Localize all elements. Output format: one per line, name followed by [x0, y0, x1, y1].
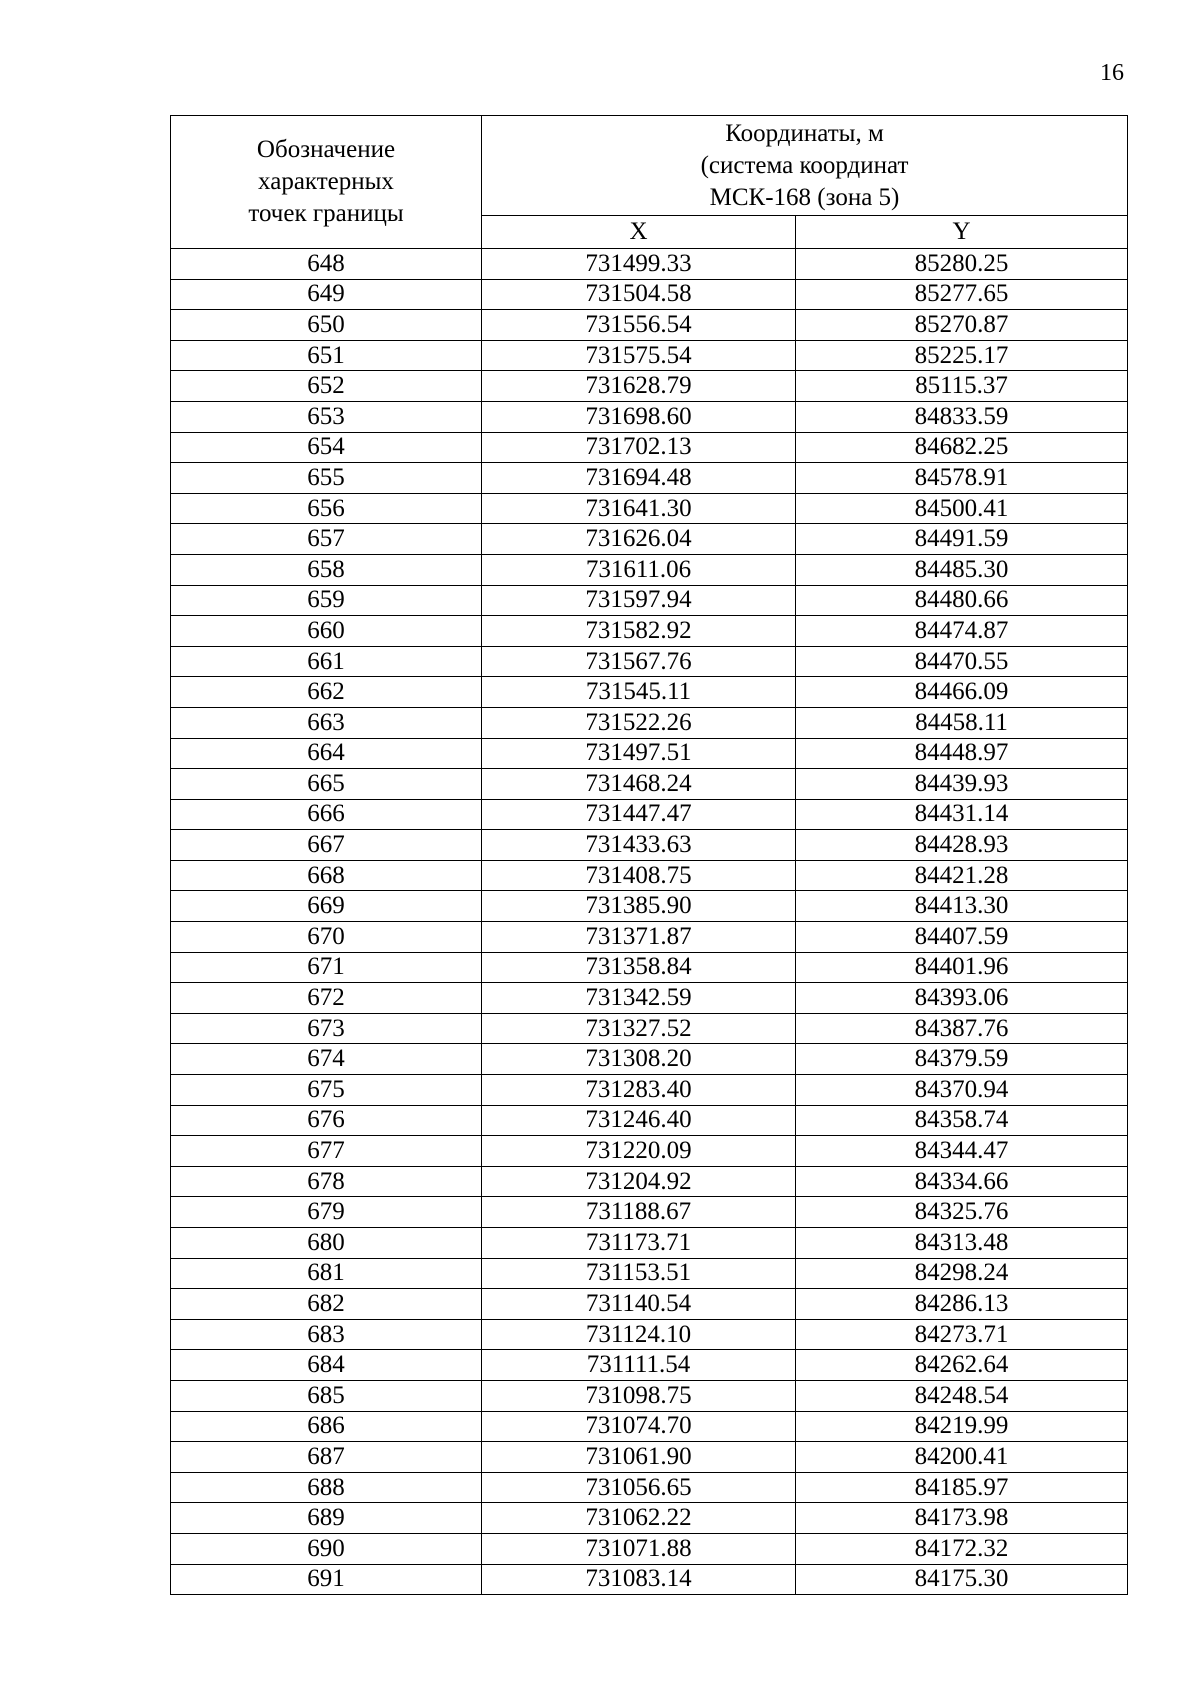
- x-coordinate-cell: 731056.65: [482, 1472, 796, 1503]
- table-row: [171, 1166, 1128, 1197]
- x-coordinate-cell: 731083.14: [482, 1564, 796, 1595]
- y-coordinate-cell: 84578.91: [796, 463, 1128, 494]
- point-id-cell: 672: [171, 983, 482, 1014]
- coordinates-table: [170, 115, 1128, 1595]
- point-id-cell: 661: [171, 646, 482, 677]
- table-header: [171, 116, 1128, 249]
- point-id-cell: 687: [171, 1442, 482, 1473]
- x-coordinate-cell: 731308.20: [482, 1044, 796, 1075]
- y-coordinate-cell: 84379.59: [796, 1044, 1128, 1075]
- y-coordinate-cell: 84401.96: [796, 952, 1128, 983]
- y-coordinate-cell: 85270.87: [796, 310, 1128, 341]
- point-id-cell: 681: [171, 1258, 482, 1289]
- point-id-cell: 649: [171, 279, 482, 310]
- point-id-cell: 685: [171, 1380, 482, 1411]
- point-id-cell: 658: [171, 554, 482, 585]
- x-coordinate-cell: 731504.58: [482, 279, 796, 310]
- table-row: [171, 1533, 1128, 1564]
- x-coordinate-cell: 731497.51: [482, 738, 796, 769]
- table-row: [171, 279, 1128, 310]
- table-row: [171, 1442, 1128, 1473]
- point-id-cell: 648: [171, 249, 482, 280]
- table-row: [171, 554, 1128, 585]
- y-coordinate-cell: 84421.28: [796, 860, 1128, 891]
- x-coordinate-cell: 731694.48: [482, 463, 796, 494]
- table-row: [171, 1258, 1128, 1289]
- x-coordinate-cell: 731582.92: [482, 616, 796, 647]
- header-points-designation: [171, 116, 482, 249]
- table-row: [171, 1075, 1128, 1106]
- table-row: [171, 249, 1128, 280]
- y-coordinate-cell: 84393.06: [796, 983, 1128, 1014]
- point-id-cell: 682: [171, 1289, 482, 1320]
- x-coordinate-cell: 731385.90: [482, 891, 796, 922]
- x-coordinate-cell: 731626.04: [482, 524, 796, 555]
- table-row: [171, 1380, 1128, 1411]
- y-coordinate-cell: 85225.17: [796, 340, 1128, 371]
- table-row: [171, 524, 1128, 555]
- y-coordinate-cell: 84485.30: [796, 554, 1128, 585]
- x-coordinate-cell: 731433.63: [482, 830, 796, 861]
- y-coordinate-cell: 84413.30: [796, 891, 1128, 922]
- x-coordinate-cell: 731342.59: [482, 983, 796, 1014]
- point-id-cell: 657: [171, 524, 482, 555]
- x-coordinate-cell: 731153.51: [482, 1258, 796, 1289]
- x-coordinate-cell: 731283.40: [482, 1075, 796, 1106]
- header-points-line-1: Обозначение: [256, 136, 396, 163]
- point-id-cell: 669: [171, 891, 482, 922]
- y-coordinate-cell: 84175.30: [796, 1564, 1128, 1595]
- point-id-cell: 659: [171, 585, 482, 616]
- point-id-cell: 660: [171, 616, 482, 647]
- x-coordinate-cell: 731522.26: [482, 707, 796, 738]
- y-coordinate-cell: 84173.98: [796, 1503, 1128, 1534]
- x-coordinate-cell: 731140.54: [482, 1289, 796, 1320]
- header-x: X: [482, 216, 796, 249]
- point-id-cell: 663: [171, 707, 482, 738]
- point-id-cell: 652: [171, 371, 482, 402]
- point-id-cell: 677: [171, 1136, 482, 1167]
- table-row: [171, 1228, 1128, 1259]
- table-row: [171, 1105, 1128, 1136]
- point-id-cell: 667: [171, 830, 482, 861]
- table-row: [171, 922, 1128, 953]
- x-coordinate-cell: 731062.22: [482, 1503, 796, 1534]
- header-coords-line-3: МСК-168 (зона 5): [709, 183, 900, 211]
- y-coordinate-cell: 84358.74: [796, 1105, 1128, 1136]
- header-y: Y: [796, 216, 1128, 249]
- table-row: [171, 830, 1128, 861]
- y-coordinate-cell: 85115.37: [796, 371, 1128, 402]
- point-id-cell: 650: [171, 310, 482, 341]
- point-id-cell: 674: [171, 1044, 482, 1075]
- point-id-cell: 655: [171, 463, 482, 494]
- point-id-cell: 670: [171, 922, 482, 953]
- y-coordinate-cell: 84248.54: [796, 1380, 1128, 1411]
- point-id-cell: 678: [171, 1166, 482, 1197]
- x-coordinate-cell: 731628.79: [482, 371, 796, 402]
- y-coordinate-cell: 84200.41: [796, 1442, 1128, 1473]
- x-coordinate-cell: 731698.60: [482, 401, 796, 432]
- point-id-cell: 651: [171, 340, 482, 371]
- table-row: [171, 891, 1128, 922]
- point-id-cell: 653: [171, 401, 482, 432]
- y-coordinate-cell: 84185.97: [796, 1472, 1128, 1503]
- y-coordinate-cell: 84370.94: [796, 1075, 1128, 1106]
- x-coordinate-cell: 731358.84: [482, 952, 796, 983]
- header-points-line-2: характерных: [258, 168, 394, 195]
- table-row: [171, 1044, 1128, 1075]
- x-coordinate-cell: 731371.87: [482, 922, 796, 953]
- y-coordinate-cell: 84172.32: [796, 1533, 1128, 1564]
- y-coordinate-cell: 84431.14: [796, 799, 1128, 830]
- page-number: 16: [1100, 60, 1124, 86]
- point-id-cell: 656: [171, 493, 482, 524]
- point-id-cell: 675: [171, 1075, 482, 1106]
- y-coordinate-cell: 84470.55: [796, 646, 1128, 677]
- header-points-line-3: точек границы: [248, 200, 404, 227]
- x-coordinate-cell: 731220.09: [482, 1136, 796, 1167]
- table-row: [171, 860, 1128, 891]
- table-row: [171, 401, 1128, 432]
- x-coordinate-cell: 731124.10: [482, 1319, 796, 1350]
- x-coordinate-cell: 731499.33: [482, 249, 796, 280]
- x-coordinate-cell: 731556.54: [482, 310, 796, 341]
- y-coordinate-cell: 84491.59: [796, 524, 1128, 555]
- table-row: [171, 1564, 1128, 1595]
- point-id-cell: 664: [171, 738, 482, 769]
- table-row: [171, 1472, 1128, 1503]
- x-coordinate-cell: 731611.06: [482, 554, 796, 585]
- point-id-cell: 666: [171, 799, 482, 830]
- table-row: [171, 707, 1128, 738]
- table-row: [171, 1319, 1128, 1350]
- x-coordinate-cell: 731408.75: [482, 860, 796, 891]
- table-row: [171, 616, 1128, 647]
- table-row: [171, 310, 1128, 341]
- point-id-cell: 676: [171, 1105, 482, 1136]
- x-coordinate-cell: 731468.24: [482, 769, 796, 800]
- x-coordinate-cell: 731702.13: [482, 432, 796, 463]
- point-id-cell: 673: [171, 1013, 482, 1044]
- y-coordinate-cell: 84428.93: [796, 830, 1128, 861]
- table-row: [171, 432, 1128, 463]
- table-row: [171, 799, 1128, 830]
- point-id-cell: 688: [171, 1472, 482, 1503]
- y-coordinate-cell: 84219.99: [796, 1411, 1128, 1442]
- point-id-cell: 691: [171, 1564, 482, 1595]
- point-id-cell: 686: [171, 1411, 482, 1442]
- x-coordinate-cell: 731641.30: [482, 493, 796, 524]
- y-coordinate-cell: 84344.47: [796, 1136, 1128, 1167]
- x-coordinate-cell: 731545.11: [482, 677, 796, 708]
- point-id-cell: 662: [171, 677, 482, 708]
- x-coordinate-cell: 731597.94: [482, 585, 796, 616]
- x-coordinate-cell: 731204.92: [482, 1166, 796, 1197]
- table-row: [171, 1503, 1128, 1534]
- y-coordinate-cell: 84448.97: [796, 738, 1128, 769]
- point-id-cell: 671: [171, 952, 482, 983]
- x-coordinate-cell: 731071.88: [482, 1533, 796, 1564]
- table-row: [171, 1289, 1128, 1320]
- y-coordinate-cell: 84458.11: [796, 707, 1128, 738]
- table-row: [171, 371, 1128, 402]
- header-coords-line-2: (система координат: [700, 151, 909, 179]
- y-coordinate-cell: 84682.25: [796, 432, 1128, 463]
- point-id-cell: 654: [171, 432, 482, 463]
- table-row: [171, 677, 1128, 708]
- table-row: [171, 1013, 1128, 1044]
- table-row: [171, 1350, 1128, 1381]
- y-coordinate-cell: 84474.87: [796, 616, 1128, 647]
- y-coordinate-cell: 84407.59: [796, 922, 1128, 953]
- table-row: [171, 952, 1128, 983]
- point-id-cell: 684: [171, 1350, 482, 1381]
- y-coordinate-cell: 84500.41: [796, 493, 1128, 524]
- x-coordinate-cell: 731327.52: [482, 1013, 796, 1044]
- table-row: [171, 463, 1128, 494]
- table-row: [171, 1136, 1128, 1167]
- point-id-cell: 689: [171, 1503, 482, 1534]
- y-coordinate-cell: 85280.25: [796, 249, 1128, 280]
- x-coordinate-cell: 731188.67: [482, 1197, 796, 1228]
- y-coordinate-cell: 84313.48: [796, 1228, 1128, 1259]
- table-body: [171, 249, 1128, 1595]
- x-coordinate-cell: 731173.71: [482, 1228, 796, 1259]
- y-coordinate-cell: 84334.66: [796, 1166, 1128, 1197]
- point-id-cell: 679: [171, 1197, 482, 1228]
- y-coordinate-cell: 84439.93: [796, 769, 1128, 800]
- header-coordinates: [482, 116, 1128, 216]
- x-coordinate-cell: 731111.54: [482, 1350, 796, 1381]
- y-coordinate-cell: 84273.71: [796, 1319, 1128, 1350]
- y-coordinate-cell: 85277.65: [796, 279, 1128, 310]
- header-coords-line-1: Координаты, м: [725, 119, 884, 147]
- y-coordinate-cell: 84298.24: [796, 1258, 1128, 1289]
- table-row: [171, 585, 1128, 616]
- y-coordinate-cell: 84387.76: [796, 1013, 1128, 1044]
- x-coordinate-cell: 731567.76: [482, 646, 796, 677]
- table-row: [171, 1197, 1128, 1228]
- table-row: [171, 738, 1128, 769]
- table-row: [171, 340, 1128, 371]
- y-coordinate-cell: 84325.76: [796, 1197, 1128, 1228]
- point-id-cell: 683: [171, 1319, 482, 1350]
- point-id-cell: 665: [171, 769, 482, 800]
- y-coordinate-cell: 84833.59: [796, 401, 1128, 432]
- table-row: [171, 493, 1128, 524]
- x-coordinate-cell: 731447.47: [482, 799, 796, 830]
- y-coordinate-cell: 84286.13: [796, 1289, 1128, 1320]
- x-coordinate-cell: 731061.90: [482, 1442, 796, 1473]
- table-row: [171, 1411, 1128, 1442]
- y-coordinate-cell: 84480.66: [796, 585, 1128, 616]
- x-coordinate-cell: 731098.75: [482, 1380, 796, 1411]
- table-row: [171, 983, 1128, 1014]
- point-id-cell: 680: [171, 1228, 482, 1259]
- x-coordinate-cell: 731246.40: [482, 1105, 796, 1136]
- table-row: [171, 646, 1128, 677]
- point-id-cell: 690: [171, 1533, 482, 1564]
- x-coordinate-cell: 731575.54: [482, 340, 796, 371]
- point-id-cell: 668: [171, 860, 482, 891]
- x-coordinate-cell: 731074.70: [482, 1411, 796, 1442]
- table-row: [171, 769, 1128, 800]
- y-coordinate-cell: 84262.64: [796, 1350, 1128, 1381]
- y-coordinate-cell: 84466.09: [796, 677, 1128, 708]
